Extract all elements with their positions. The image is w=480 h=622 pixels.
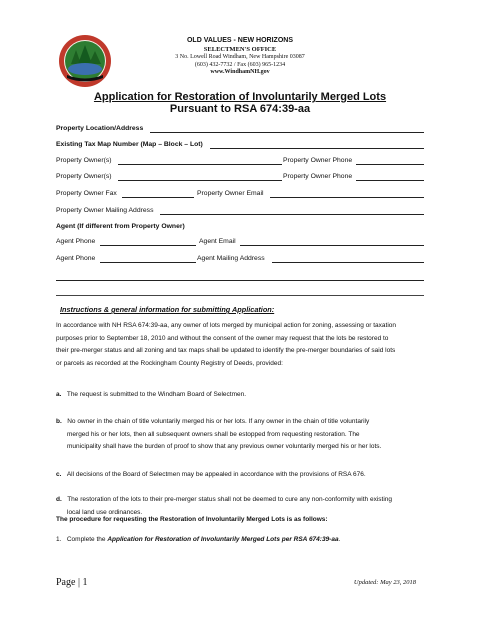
- document-title: Application for Restoration of Involuntarily Merged Lots: [93, 91, 387, 103]
- owner-email-field[interactable]: [270, 197, 424, 198]
- tax-map-label: Existing Tax Map Number (Map – Block – Lot): [56, 141, 203, 148]
- instructions-heading: Instructions & general information for submitting Application:: [60, 305, 275, 314]
- procedure-heading: The procedure for requesting the Restoration of Involuntarily Merged Lots is as follows:: [56, 516, 328, 523]
- owner-label-2: Property Owner(s): [56, 173, 112, 180]
- item-c: [56, 469, 428, 482]
- item-d-line: The restoration of the lots to their pre-merger status shall not be deemed to cure any non-conformity with existing: [67, 496, 393, 503]
- item-b: [56, 416, 428, 454]
- agent-mailing-field[interactable]: [272, 262, 424, 263]
- step-1-end: .: [338, 536, 341, 543]
- owner-field-1[interactable]: [118, 164, 282, 165]
- item-b-label: b.: [56, 418, 62, 425]
- owner-fax-field[interactable]: [122, 197, 194, 198]
- item-a-label: a.: [56, 391, 62, 398]
- owner-field-2[interactable]: [118, 180, 282, 181]
- item-b-line: merged his or her lots, then all subsequent owners shall be estopped from requesting restoration. The: [67, 430, 360, 438]
- owner-phone-label-1: Property Owner Phone: [283, 157, 353, 164]
- agent-phone-field-2[interactable]: [100, 262, 196, 263]
- header-phone: (603) 432-7732 / Fax (603) 965-1234: [194, 61, 286, 68]
- agent-phone-field-1[interactable]: [100, 245, 196, 246]
- owner-label-1: Property Owner(s): [56, 157, 112, 164]
- header-address: 3 No. Lowell Road Windham, New Hampshire 03087: [175, 54, 305, 60]
- item-c-label: c.: [56, 471, 62, 478]
- intro-line: purposes prior to September 18, 2010 and without the consent of the owner may request that the lots be restored to: [56, 334, 389, 342]
- town-seal-logo: [58, 34, 112, 88]
- header-office: SELECTMEN'S OFFICE: [203, 45, 277, 53]
- item-a: [56, 389, 428, 402]
- agent-mailing-label: Agent Mailing Address: [197, 255, 265, 262]
- header-motto: OLD VALUES - NEW HORIZONS: [186, 37, 294, 44]
- agent-email-field[interactable]: [240, 245, 424, 246]
- property-location-field[interactable]: [150, 132, 424, 133]
- step-1-text: Complete the: [66, 536, 108, 543]
- agent-heading: Agent (If different from Property Owner): [56, 223, 185, 230]
- owner-fax-label: Property Owner Fax: [56, 190, 117, 197]
- step-1-label: 1.: [56, 536, 62, 543]
- item-d-line: local land use ordinances.: [67, 508, 143, 516]
- intro-paragraph: [56, 320, 428, 370]
- owner-phone-field-1[interactable]: [356, 164, 424, 165]
- intro-line: their pre-merger status and all zoning and tax maps shall be updated to identify the pre-merger boundaries of said lots: [56, 347, 396, 354]
- header-website: www.WindhamNH.gov: [210, 69, 270, 75]
- updated-date: Updated: May 23, 2018: [353, 579, 416, 586]
- owner-phone-label-2: Property Owner Phone: [283, 173, 353, 180]
- item-d-label: d.: [56, 496, 62, 503]
- agent-phone-label-2: Agent Phone: [56, 255, 96, 262]
- property-location-label: Property Location/Address: [56, 125, 144, 132]
- owner-email-label: Property Owner Email: [197, 190, 264, 197]
- owner-mailing-field[interactable]: [160, 214, 424, 215]
- agent-email-label: Agent Email: [199, 238, 236, 245]
- owner-mailing-label: Property Owner Mailing Address: [56, 207, 154, 214]
- intro-line: or parcels as recorded at the Rockingham County Registry of Deeds, provided:: [56, 359, 283, 367]
- blank-line[interactable]: [56, 280, 424, 281]
- item-a-text: The request is submitted to the Windham Board of Selectmen.: [66, 391, 247, 398]
- item-b-line: No owner in the chain of title voluntarily merged his or her lots. If any owner in the chain of title voluntarily: [67, 418, 370, 425]
- owner-phone-field-2[interactable]: [356, 180, 424, 181]
- item-c-text: All decisions of the Board of Selectmen may be appealed in accordance with the provisions of RSA 676.: [66, 471, 366, 478]
- item-b-line: municipality shall have the burden of proof to show that any previous owner voluntarily merged his or her lots.: [67, 443, 382, 450]
- step-1-form-name: Application for Restoration of Involuntarily Merged Lots per RSA 674:39-aa: [107, 536, 339, 543]
- step-1: [56, 534, 428, 547]
- tax-map-field[interactable]: [210, 148, 424, 149]
- page-number: Page | 1: [56, 577, 88, 588]
- document-subtitle: Pursuant to RSA 674:39-aa: [169, 103, 311, 115]
- section-divider: [56, 295, 424, 296]
- intro-line: In accordance with NH RSA 674:39-aa, any owner of lots merged by municipal action for zoning, assessing or taxation: [56, 322, 396, 329]
- agent-phone-label-1: Agent Phone: [56, 238, 96, 245]
